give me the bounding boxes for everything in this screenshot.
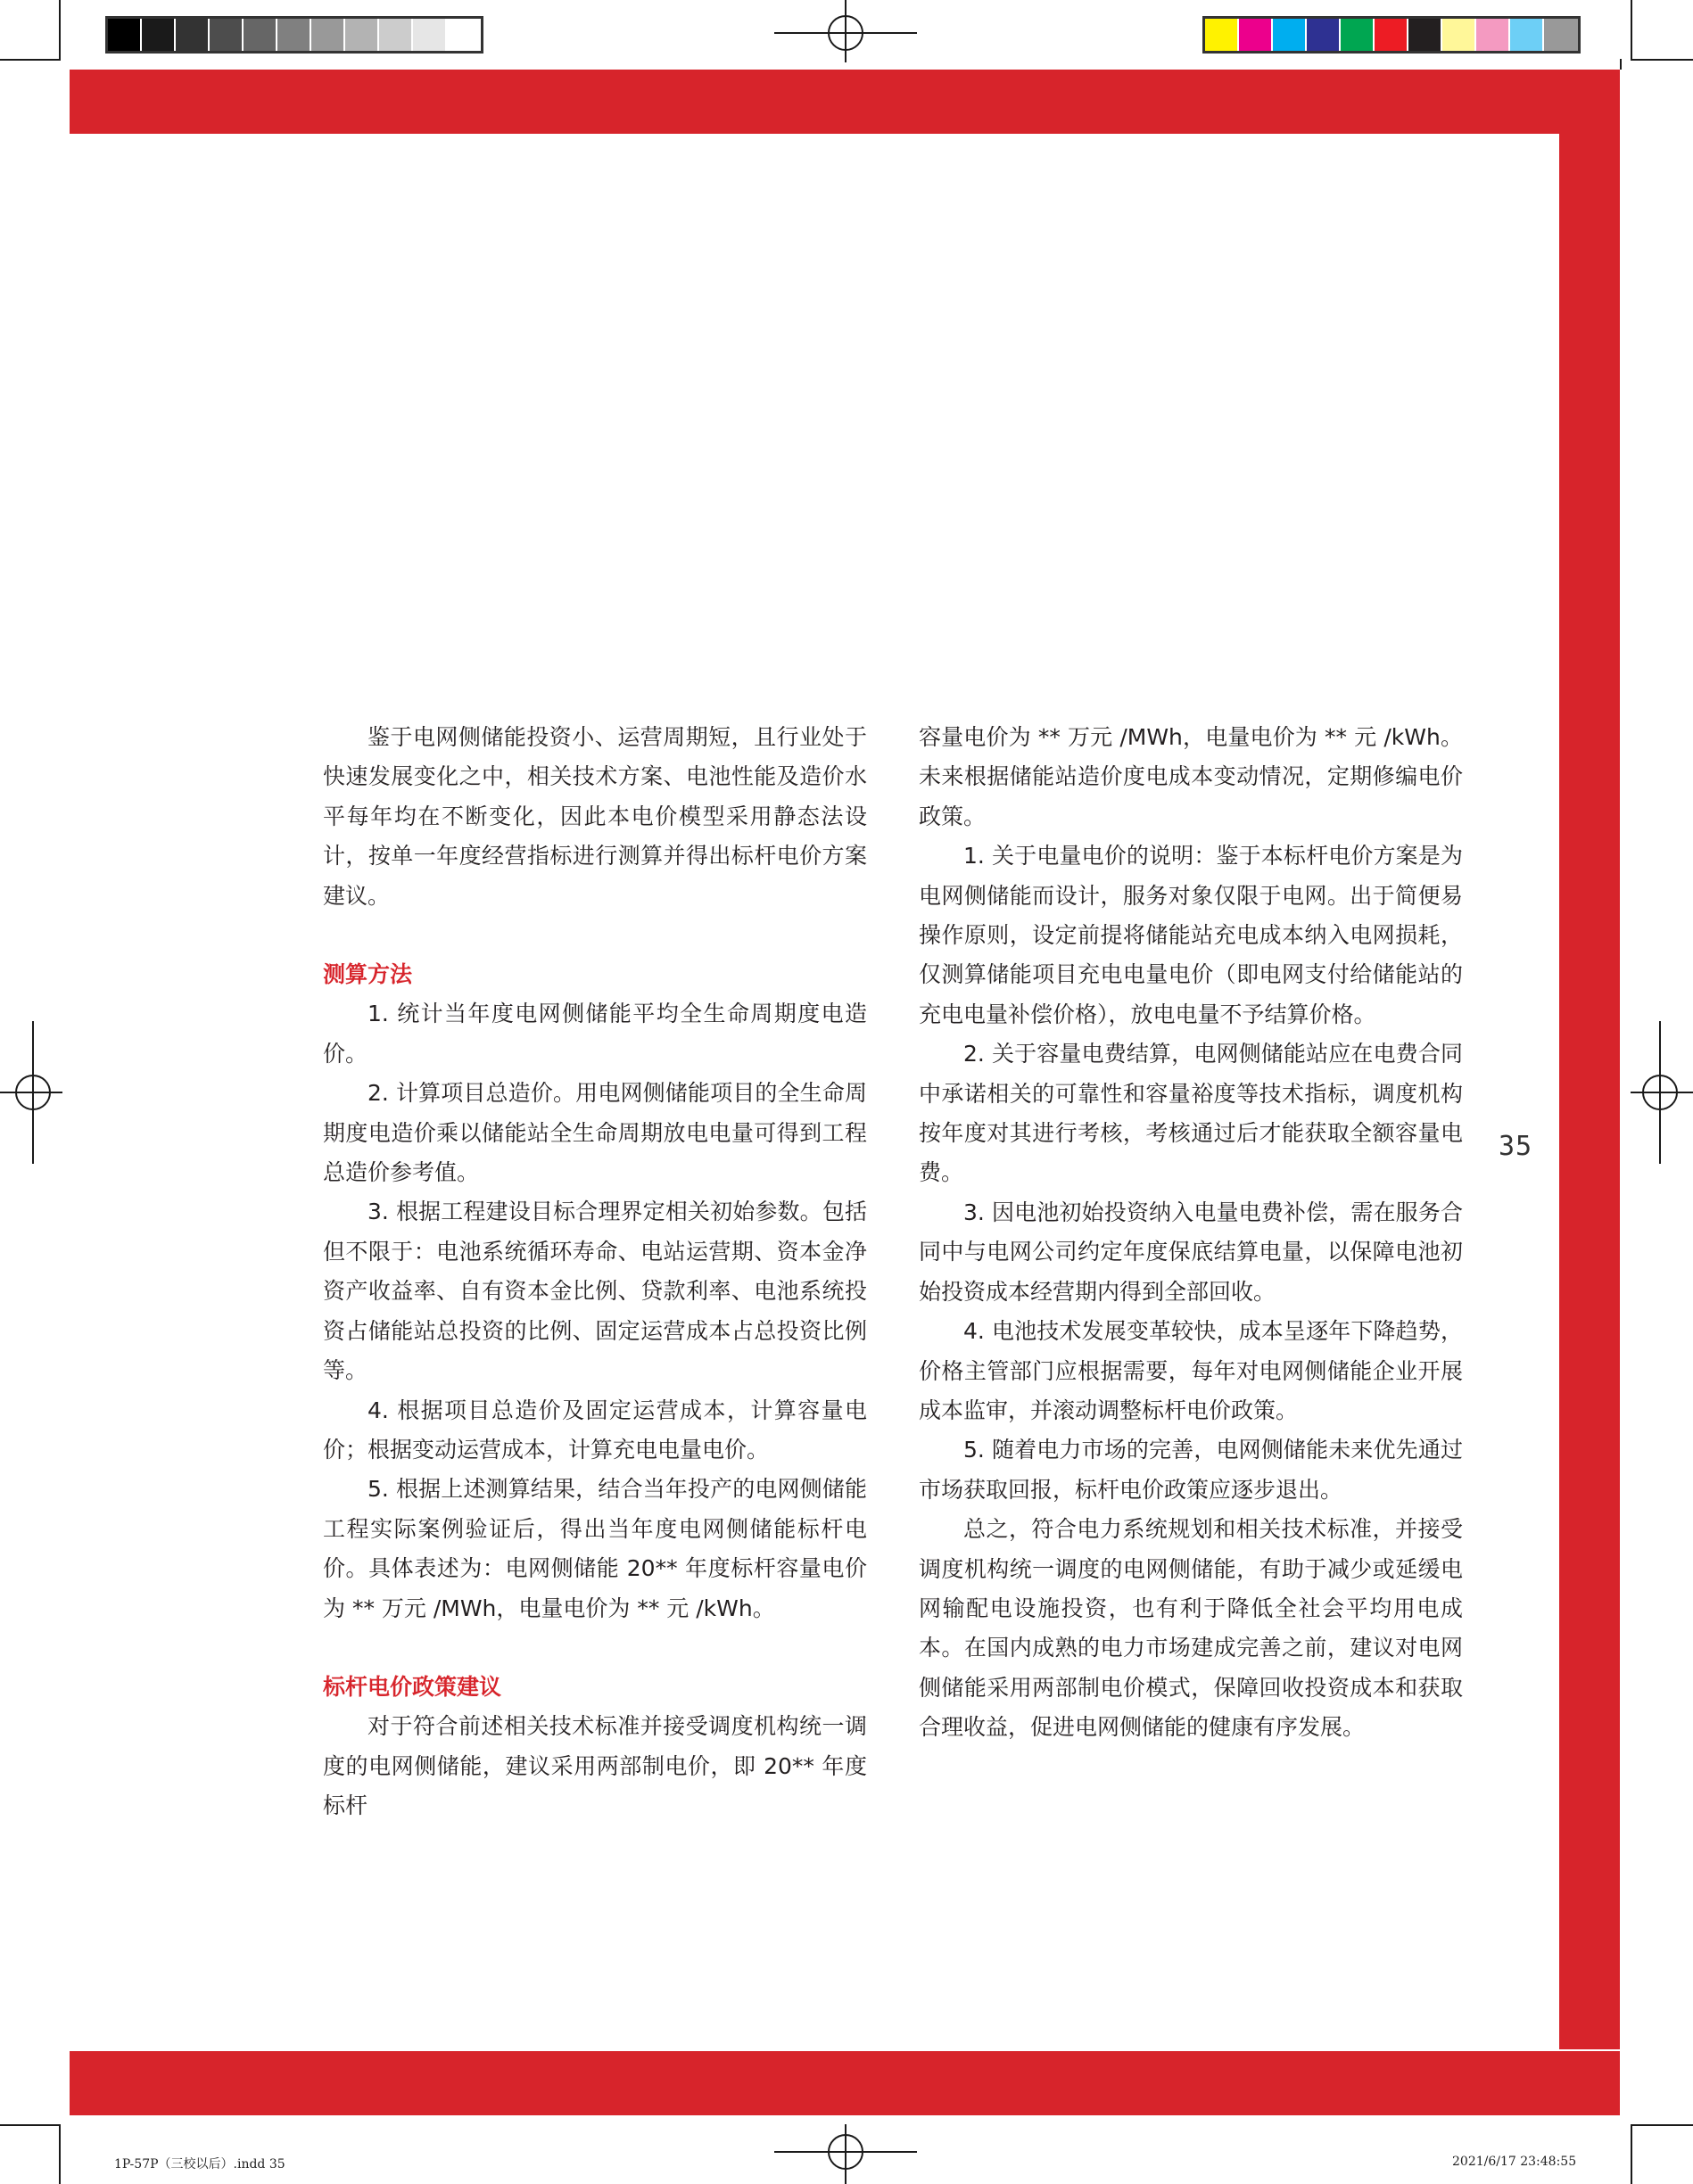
policy-item-3: 3. 因电池初始投资纳入电量电费补偿，需在服务合同中与电网公司约定年度保底结算电量，以保障电池初始投资成本经营期内得到全部回收。 (919, 1199, 1463, 1305)
crop-mark (1631, 59, 1693, 61)
method-item-1: 1. 统计当年度电网侧储能平均全生命周期度电造价。 (323, 1001, 867, 1067)
color-swatch (244, 19, 277, 51)
method-item-2: 2. 计算项目总造价。用电网侧储能项目的全生命周期度电造价乘以储能站全生命周期放电电量可得到工程总造价参考值。 (323, 1080, 867, 1186)
policy-item-4: 4. 电池技术发展变革较快，成本呈逐年下降趋势，价格主管部门应根据需要，每年对电网侧储能企业开展成本监审，并滚动调整标杆电价政策。 (919, 1318, 1463, 1423)
policy-item-5: 5. 随着电力市场的完善，电网侧储能未来优先通过市场获取回报，标杆电价政策应逐步退出。 (919, 1437, 1463, 1503)
color-swatch (1307, 19, 1341, 51)
crop-mark (1620, 59, 1622, 70)
color-swatch (345, 19, 379, 51)
color-swatch (1273, 19, 1307, 51)
color-swatch (1375, 19, 1408, 51)
process-color-bar (1202, 16, 1581, 54)
top-red-band (70, 70, 1620, 134)
crop-mark (0, 59, 61, 61)
crop-mark (0, 2124, 61, 2126)
method-item-4: 4. 根据项目总造价及固定运营成本，计算容量电价；根据变动运营成本，计算充电电量电价。 (323, 1397, 867, 1463)
color-swatch (379, 19, 413, 51)
crop-mark (59, 0, 61, 61)
crop-mark (59, 2124, 61, 2184)
crop-mark (1631, 0, 1632, 61)
color-swatch (413, 19, 447, 51)
color-swatch (277, 19, 311, 51)
color-swatch (1510, 19, 1544, 51)
grayscale-color-bar (105, 16, 483, 54)
color-swatch (1476, 19, 1510, 51)
color-swatch (176, 19, 210, 51)
right-text-column (919, 718, 1463, 1748)
policy-item-1: 1. 关于电量电价的说明：鉴于本标杆电价方案是为电网侧储能而设计，服务对象仅限于电网。出于简便易操作原则，设定前提将储能站充电成本纳入电网损耗，仅测算储能项目充电电量电价（即电网支付给储能站的充电电量补偿价格），放电电量不予结算价格。 (919, 843, 1463, 1027)
color-swatch (1442, 19, 1476, 51)
color-swatch (1239, 19, 1273, 51)
intro-paragraph: 鉴于电网侧储能投资小、运营周期短，且行业处于快速发展变化之中，相关技术方案、电池性能及造价水平每年均在不断变化，因此本电价模型采用静态法设计，按单一年度经营指标进行测算并得出标杆电价方案建议。 (323, 724, 867, 909)
right-red-band (1559, 70, 1620, 2049)
section-heading-method: 测算方法 (323, 961, 413, 988)
page-number: 35 (1499, 1131, 1533, 1162)
crop-mark (1631, 2124, 1693, 2126)
color-swatch (447, 19, 481, 51)
color-swatch (1544, 19, 1578, 51)
conclusion-paragraph: 总之，符合电力系统规划和相关技术标准，并接受调度机构统一调度的电网侧储能，有助于减少或延缓电网输配电设施投资，也有利于降低全社会平均用电成本。在国内成熟的电力市场建成完善之前，建议对电网侧储能采用两部制电价模式，保障回收投资成本和获取合理收益，促进电网侧储能的健康有序发展。 (919, 1516, 1463, 1741)
color-swatch (210, 19, 244, 51)
color-swatch (311, 19, 345, 51)
color-swatch (1205, 19, 1239, 51)
color-swatch (1341, 19, 1375, 51)
policy-intro-paragraph: 对于符合前述相关技术标准并接受调度机构统一调度的电网侧储能，建议采用两部制电价，即 20** 年度标杆 (323, 1713, 867, 1819)
method-item-3: 3. 根据工程建设目标合理界定相关初始参数。包括但不限于：电池系统循环寿命、电站运营期、资本金净资产收益率、自有资本金比例、贷款利率、电池系统投资占储能站总投资的比例、固定运营成本占总投资比例等。 (323, 1199, 867, 1384)
slug-file-name: 1P-57P（三校以后）.indd 35 (114, 2157, 285, 2172)
slug-timestamp: 2021/6/17 23:48:55 (1452, 2155, 1577, 2169)
method-item-5: 5. 根据上述测算结果，结合当年投产的电网侧储能工程实际案例验证后，得出当年度电网侧储能标杆电价。具体表述为：电网侧储能 20** 年度标杆容量电价为 ** 万元 /MWh，电量电价为 ** 元 /kWh。 (323, 1476, 867, 1621)
bottom-red-band (70, 2051, 1620, 2115)
color-swatch (1408, 19, 1442, 51)
policy-continuation-paragraph: 容量电价为 ** 万元 /MWh，电量电价为 ** 元 /kWh。未来根据储能站造价度电成本变动情况，定期修编电价政策。 (919, 724, 1463, 829)
left-text-column (323, 718, 867, 1826)
section-heading-policy: 标杆电价政策建议 (323, 1673, 502, 1700)
color-swatch (142, 19, 176, 51)
color-swatch (108, 19, 142, 51)
policy-item-2: 2. 关于容量电费结算，电网侧储能站应在电费合同中承诺相关的可靠性和容量裕度等技术指标，调度机构按年度对其进行考核，考核通过后才能获取全额容量电费。 (919, 1041, 1463, 1186)
crop-mark (1631, 2124, 1632, 2184)
